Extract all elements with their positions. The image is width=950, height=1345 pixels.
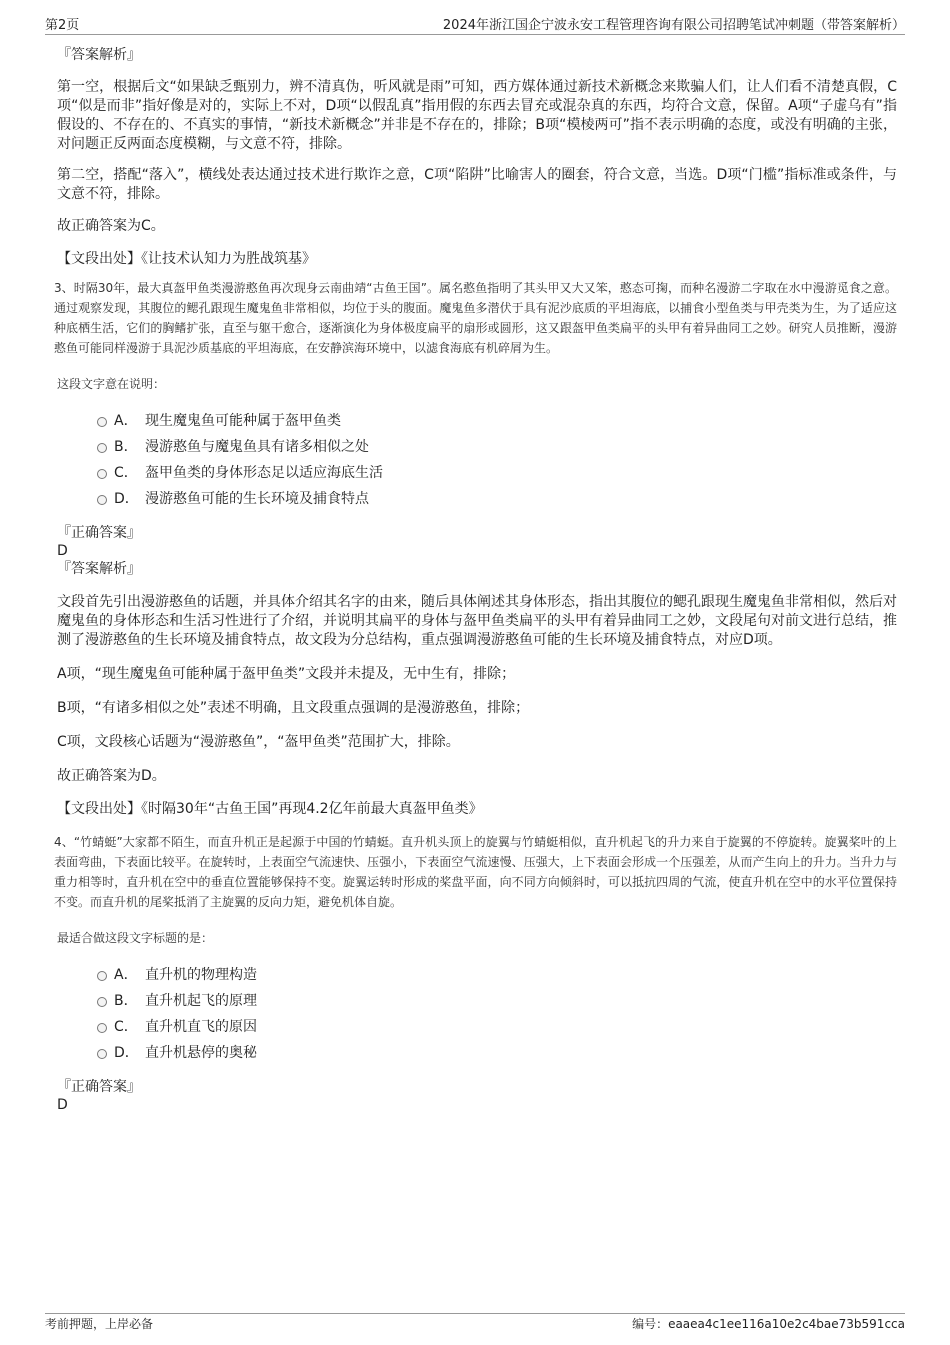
option-list [57,962,897,1066]
radio-button[interactable] [97,495,107,505]
analysis-paragraph: A项，“现生魔鬼鱼可能种属于盔甲鱼类”文段并未提及，无中生有，排除； [57,666,516,682]
answer-label: 『正确答案』 [57,1079,141,1095]
page-header [45,14,905,35]
question-passage: 3、时隔30年，最大真盔甲鱼类漫游憨鱼再次现身云南曲靖“古鱼王国”。属名憨鱼指明了其头甲又大又笨，憨态可掬，而种名漫游二字取在水中漫游觅食之意。通过观察发现，其腹位的鳃孔跟现生魔鬼鱼非常相似，均位于头的腹面。魔鬼鱼多潜伏于具有泥沙底质的平坦海底，以捕食小型鱼类与甲壳类为生，为了适应这种底栖生活，它们的胸鳍扩张，直至与躯干愈合，逐渐演化为身体极度扁平的扇形或圆形，这又跟盔甲鱼类扁平的头甲有着异曲同工之妙。研究人员推断，漫游憨鱼可能同样漫游于具泥沙质基底的平坦海底，在安静滨海环境中，以滤食海底有机碎屑为生。 [54,281,897,355]
source-citation: 【文段出处】《时隔30年“古鱼王国”再现4.2亿年前最大真盔甲鱼类》 [57,801,483,817]
page-footer [45,1313,905,1334]
document-id: 编号：eaaea4c1ee116a10e2c4bae73b591cca [632,1317,905,1331]
analysis-paragraph: 第二空，搭配“落入”，横线处表达通过技术进行欺诈之意，C项“陷阱”比喻害人的圈套，符合文意，当选。D项“门槛”指标准或条件，与文意不符，排除。 [57,167,897,202]
radio-button[interactable] [97,443,107,453]
radio-button[interactable] [97,997,107,1007]
option-list [57,408,897,512]
analysis-paragraph: C项，文段核心话题为“漫游憨鱼”，“盔甲鱼类”范围扩大，排除。 [57,734,460,750]
option-c[interactable]: C． 直升机直飞的原因 [57,1014,897,1040]
answer-value: D [57,543,68,559]
analysis-label: 『答案解析』 [57,47,141,63]
analysis-paragraph: B项，“有诸多相似之处”表述不明确，且文段重点强调的是漫游憨鱼，排除； [57,700,530,716]
analysis-paragraph: 第一空，根据后文“如果缺乏甄别力，辨不清真伪，听风就是雨”可知，西方媒体通过新技术新概念来欺骗人们，让人们看不清楚真假，C项“似是而非”指好像是对的，实际上不对，D项“以假乱真”指用假的东西去冒充或混杂真的东西，均符合文意，保留。A项“子虚乌有”指假设的、不存在的、不真实的事情，“新技术新概念”并非是不存在的，排除；B项“模棱两可”指不表示明确的态度，或没有明确的主张，对问题正反两面态度模糊，与文意不符，排除。 [57,79,897,152]
option-b[interactable]: B． 漫游憨鱼与魔鬼鱼具有诸多相似之处 [57,434,897,460]
page-number: 第2页 [45,18,80,33]
option-d[interactable]: D． 直升机悬停的奥秘 [57,1040,897,1066]
radio-button[interactable] [97,1023,107,1033]
radio-button[interactable] [97,417,107,427]
radio-button[interactable] [97,469,107,479]
option-d[interactable]: D． 漫游憨鱼可能的生长环境及捕食特点 [57,486,897,512]
option-c[interactable]: C． 盔甲鱼类的身体形态足以适应海底生活 [57,460,897,486]
question-prompt: 这段文字意在说明： [57,377,166,391]
source-citation: 【文段出处】《让技术认知力为胜战筑基》 [57,251,316,267]
radio-button[interactable] [97,1049,107,1059]
option-a[interactable]: A． 直升机的物理构造 [57,962,897,988]
document-title: 2024年浙江国企宁波永安工程管理咨询有限公司招聘笔试冲刺题（带答案解析） [442,18,905,33]
question-passage: 4、“竹蜻蜓”大家都不陌生，而直升机正是起源于中国的竹蜻蜓。直升机头顶上的旋翼与竹蜻蜓相似，直升机起飞的升力来自于旋翼的不停旋转。旋翼桨叶的上表面弯曲，下表面比较平。在旋转时，上表面空气流速快、压强小，下表面空气流速慢、压强大，上下表面会形成一个压强差，从而产生向上的升力。当升力与重力相等时，直升机在空中的垂直位置能够保持不变。旋翼运转时形成的桨盘平面，向不同方向倾斜时，可以抵抗四周的气流，使直升机在空中的水平位置保持不变。而直升机的尾桨抵消了主旋翼的反向力矩，避免机体自旋。 [54,835,897,909]
footer-slogan: 考前押题，上岸必备 [45,1317,154,1331]
conclusion: 故正确答案为D。 [57,768,166,784]
answer-label: 『正确答案』 [57,525,141,541]
answer-value: D [57,1097,68,1113]
option-b[interactable]: B． 直升机起飞的原理 [57,988,897,1014]
conclusion: 故正确答案为C。 [57,218,165,234]
analysis-label: 『答案解析』 [57,561,141,577]
question-prompt: 最适合做这段文字标题的是： [57,931,214,945]
option-a[interactable]: A． 现生魔鬼鱼可能种属于盔甲鱼类 [57,408,897,434]
analysis-paragraph: 文段首先引出漫游憨鱼的话题，并具体介绍其名字的由来，随后具体阐述其身体形态，指出其腹位的鳃孔跟现生魔鬼鱼非常相似，然后对魔鬼鱼的身体形态和生活习性进行了介绍，并说明其扁平的身体与盔甲鱼类扁平的头甲有着异曲同工之妙，文段尾句对前文进行总结，推测了漫游憨鱼的生长环境及捕食特点，故文段为分总结构，重点强调漫游憨鱼可能的生长环境及捕食特点，对应D项。 [57,594,897,648]
document-body [54,46,897,1114]
radio-button[interactable] [97,971,107,981]
